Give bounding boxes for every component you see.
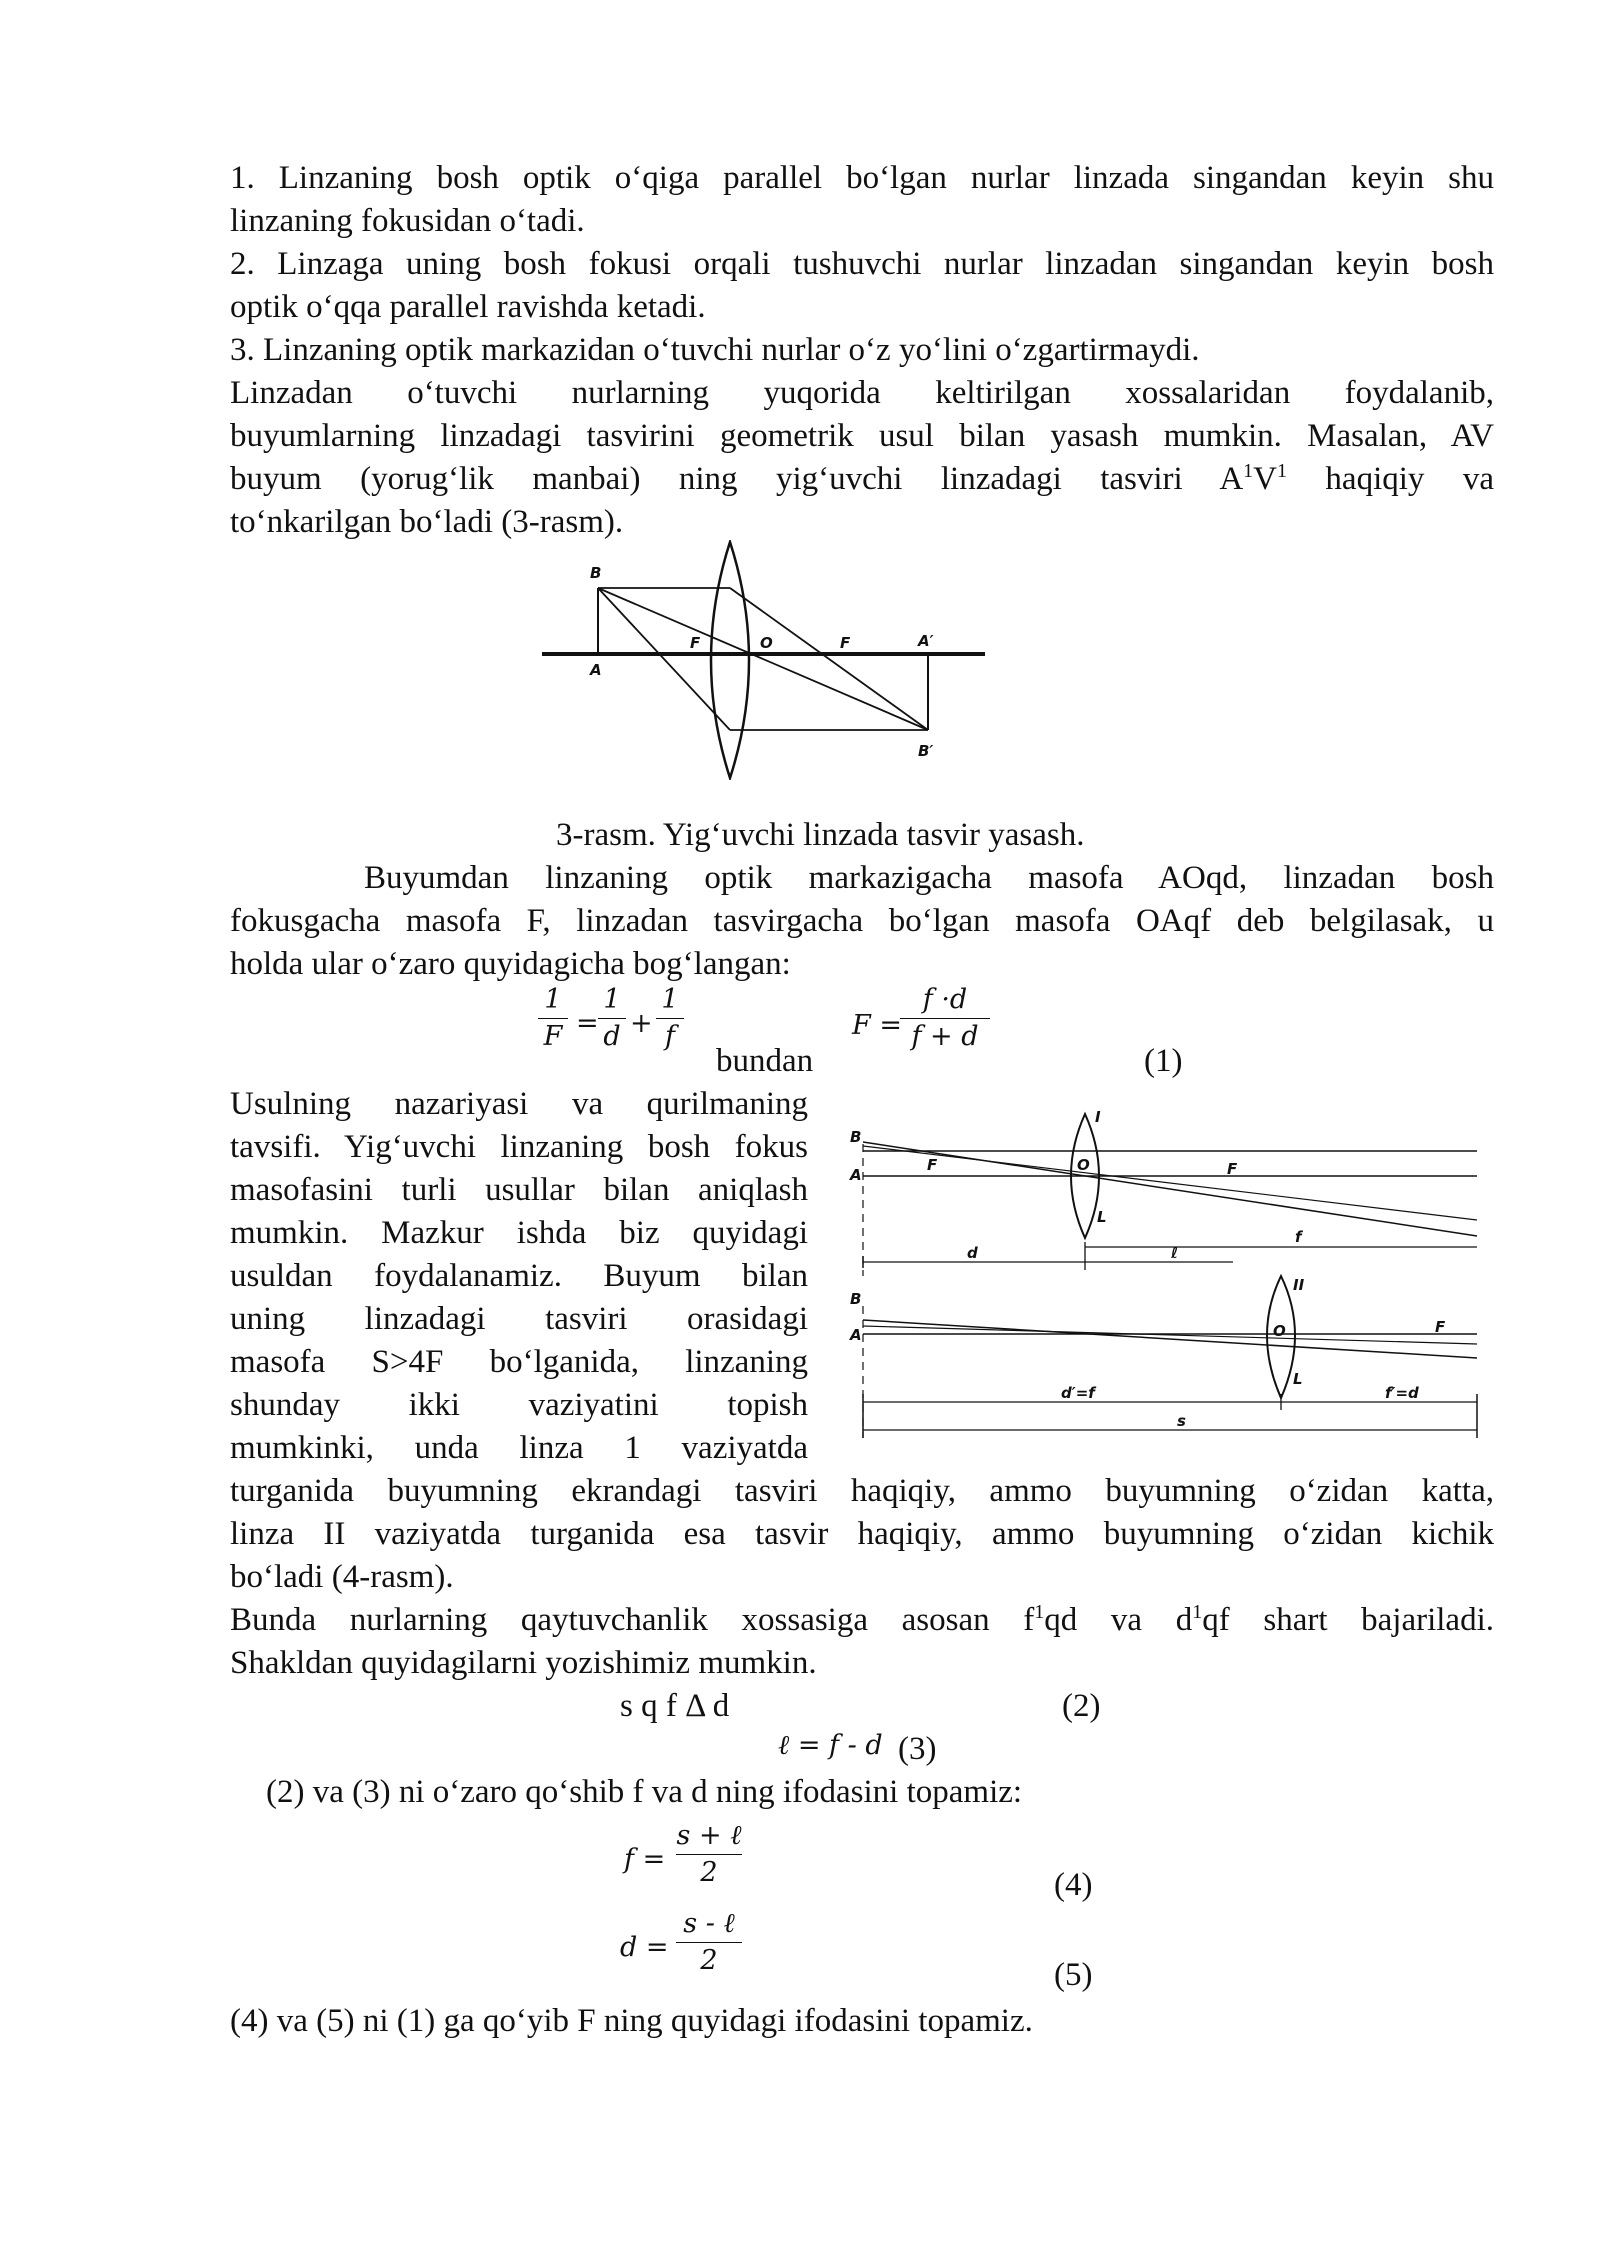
rule-1-line-2: linzaning fokusidan o‘tadi. xyxy=(230,203,585,239)
construction-line-3 xyxy=(230,458,1494,501)
numerator: 1 xyxy=(661,984,679,1015)
superscript: 1 xyxy=(1277,460,1287,482)
ray-through-center xyxy=(598,588,928,730)
fraction-bar xyxy=(538,1018,568,1019)
denominator: f xyxy=(665,1021,675,1052)
theory-line-12: bo‘ladi (4-rasm). xyxy=(230,1559,454,1595)
theory-line-5: usuldan foydalanamiz. Buyum bilan xyxy=(230,1258,808,1294)
fig4-label-f-top-left: F xyxy=(927,1156,938,1174)
fig4-label-d-eq-f: d′=f xyxy=(1061,1384,1095,1402)
fraction-1-over-f xyxy=(656,984,684,1053)
fig4-label-f-eq-d: f′=d xyxy=(1385,1384,1419,1402)
superscript: 1 xyxy=(1034,1601,1045,1623)
F-lhs: F = xyxy=(852,1010,902,1041)
distance-line-2: fokusgacha masofa F, linzadan tasvirgacha bo‘lgan masofa OAqf deb belgilasak, u xyxy=(230,903,1494,939)
fig4-label-l-bottom: L xyxy=(1293,1370,1303,1388)
numerator: 1 xyxy=(603,984,621,1015)
denominator: d xyxy=(603,1021,621,1052)
f-lhs: f = xyxy=(624,1844,666,1875)
fig4-label-o-bottom: O xyxy=(1273,1322,1286,1340)
fig4-label-o-top: O xyxy=(1077,1156,1090,1174)
superscript: 1 xyxy=(1192,1601,1203,1623)
text-segment: qd va d xyxy=(1044,1602,1193,1638)
denominator: 2 xyxy=(700,1945,718,1976)
rule-3-line: 3. Linzaning optik markazidan o‘tuvchi nurlar o‘z yo‘lini o‘zgartirmaydi. xyxy=(230,332,1200,368)
label-a: A xyxy=(590,661,602,679)
fraction-bar xyxy=(676,1942,742,1943)
numerator: s - ℓ xyxy=(683,1908,735,1939)
figure-3-lens-diagram xyxy=(540,540,1000,780)
fig4-label-a-bottom: A xyxy=(850,1326,862,1344)
theory-line-2: tavsifi. Yig‘uvchi linzaning bosh fokus xyxy=(230,1129,808,1165)
text-segment: Bunda nurlarning qaytuvchanlik xossasiga asosan f xyxy=(230,1602,1035,1638)
fig4-label-b-bottom: B xyxy=(850,1290,862,1308)
equation-3-number: (3) xyxy=(898,1731,937,1767)
label-o: O xyxy=(760,634,773,652)
numerator: f ·d xyxy=(922,984,968,1015)
fraction-s-plus-l-over-2 xyxy=(676,1820,742,1889)
equation-2: s q f Δ d xyxy=(620,1688,730,1724)
theory-line-4: mumkin. Mazkur ishda biz quyidagi xyxy=(230,1215,808,1251)
text-segment: buyum (yorug‘lik manbai) ning yig‘uvchi linzadagi tasviri A xyxy=(230,461,1244,497)
numerator: s + ℓ xyxy=(676,1820,742,1851)
word-bundan: bundan xyxy=(716,1043,814,1079)
equation-2-number: (2) xyxy=(1062,1688,1101,1724)
denominator: F xyxy=(543,1021,563,1052)
denominator: 2 xyxy=(700,1857,718,1888)
distance-line-3: holda ular o‘zaro quyidagicha bog‘langan: xyxy=(230,946,791,982)
text-segment: qf shart bajariladi. xyxy=(1202,1602,1495,1638)
fraction-1-over-d xyxy=(598,984,626,1053)
label-b: B xyxy=(590,564,602,582)
fig4-label-lens-i: I xyxy=(1095,1108,1101,1126)
fig4-label-f-bottom: F xyxy=(1435,1318,1446,1336)
theory-line-8: shunday ikki vaziyatini topish xyxy=(230,1387,808,1423)
label-a-prime: A′ xyxy=(918,632,934,650)
ray-parallel-out xyxy=(730,588,928,730)
rule-1-line-1: 1. Linzaning bosh optik o‘qiga parallel bo‘lgan nurlar linzada singandan keyin shu xyxy=(230,160,1494,196)
construction-line-2: buyumlarning linzadagi tasvirini geometrik usul bilan yasash mumkin. Masalan, AV xyxy=(230,418,1494,454)
equals-sign: = xyxy=(576,1008,599,1039)
fig4-label-lens-ii: II xyxy=(1293,1276,1305,1294)
d-lhs: d = xyxy=(620,1932,669,1963)
label-f-right: F xyxy=(840,634,851,652)
fraction-1-over-F xyxy=(538,984,568,1053)
fig4-label-a-top: A xyxy=(850,1166,862,1184)
fig4-label-l-dist-top: ℓ xyxy=(1171,1244,1179,1262)
fig4-label-d-top: d xyxy=(967,1244,978,1262)
equation-3: ℓ = f - d xyxy=(778,1730,883,1761)
figure-4-lens-positions-diagram xyxy=(845,1108,1485,1468)
numerator: 1 xyxy=(544,984,562,1015)
theory-line-1: Usulning nazariyasi va qurilmaning xyxy=(230,1086,808,1122)
distance-line-1: Buyumdan linzaning optik markazigacha masofa AOqd, linzadan bosh xyxy=(364,860,1494,896)
theory-line-10: turganida buyumning ekrandagi tasviri haqiqiy, ammo buyumning o‘zidan katta, xyxy=(230,1473,1494,1509)
equation-1-number: (1) xyxy=(1144,1043,1183,1079)
fig4-label-f-top-right: F xyxy=(1227,1160,1238,1178)
superscript: 1 xyxy=(1243,460,1254,482)
rule-2-line-2: optik o‘qqa parallel ravishda ketadi. xyxy=(230,289,706,325)
figure-3-caption: 3-rasm. Yig‘uvchi linzada tasvir yasash. xyxy=(556,817,1085,853)
text-segment: V xyxy=(1253,461,1277,497)
construction-line-4: to‘nkarilgan bo‘ladi (3-rasm). xyxy=(230,504,624,540)
fig4-label-s: s xyxy=(1177,1412,1186,1430)
equation-4-number: (4) xyxy=(1054,1867,1093,1903)
denominator: f + d xyxy=(911,1021,979,1052)
fig4-label-b-top: B xyxy=(850,1128,862,1146)
fraction-bar xyxy=(656,1018,684,1019)
rule-2-line-1: 2. Linzaga uning bosh fokusi orqali tushuvchi nurlar linzadan singandan keyin bosh xyxy=(230,246,1494,282)
text-segment: haqiqiy va xyxy=(1287,461,1494,497)
condition-line xyxy=(230,1599,1494,1642)
final-line: (4) va (5) ni (1) ga qo‘yib F ning quyidagi ifodasini topamiz. xyxy=(230,2003,1033,2039)
combine-line: (2) va (3) ni o‘zaro qo‘shib f va d ning ifodasini topamiz: xyxy=(266,1774,1023,1810)
theory-line-6: uning linzadagi tasviri orasidagi xyxy=(230,1301,808,1337)
fraction-bar xyxy=(598,1018,626,1019)
fraction-s-minus-l-over-2 xyxy=(676,1908,742,1977)
fraction-fd-over-f-plus-d xyxy=(900,984,990,1053)
construction-line-1: Linzadan o‘tuvchi nurlarning yuqorida keltirilgan xossalaridan foydalanib, xyxy=(230,375,1494,411)
theory-line-11: linza II vaziyatda turganida esa tasvir haqiqiy, ammo buyumning o‘zidan kichik xyxy=(230,1516,1494,1552)
fraction-bar xyxy=(676,1854,742,1855)
fig4-label-l-top: L xyxy=(1097,1208,1107,1226)
theory-line-9: mumkinki, unda linza 1 vaziyatda xyxy=(230,1430,808,1466)
fraction-bar xyxy=(900,1018,990,1019)
converging-lens xyxy=(711,542,749,778)
plus-sign: + xyxy=(630,1008,653,1039)
label-b-prime: B′ xyxy=(918,742,934,760)
label-f-left: F xyxy=(690,634,701,652)
shakldan-line: Shakldan quyidagilarni yozishimiz mumkin. xyxy=(230,1645,817,1681)
theory-line-3: masofasini turli usullar bilan aniqlash xyxy=(230,1172,808,1208)
theory-line-7: masofa S>4F bo‘lganida, linzaning xyxy=(230,1344,808,1380)
equation-5-number: (5) xyxy=(1054,1957,1093,1993)
fig4-label-f-top: f xyxy=(1295,1228,1302,1246)
